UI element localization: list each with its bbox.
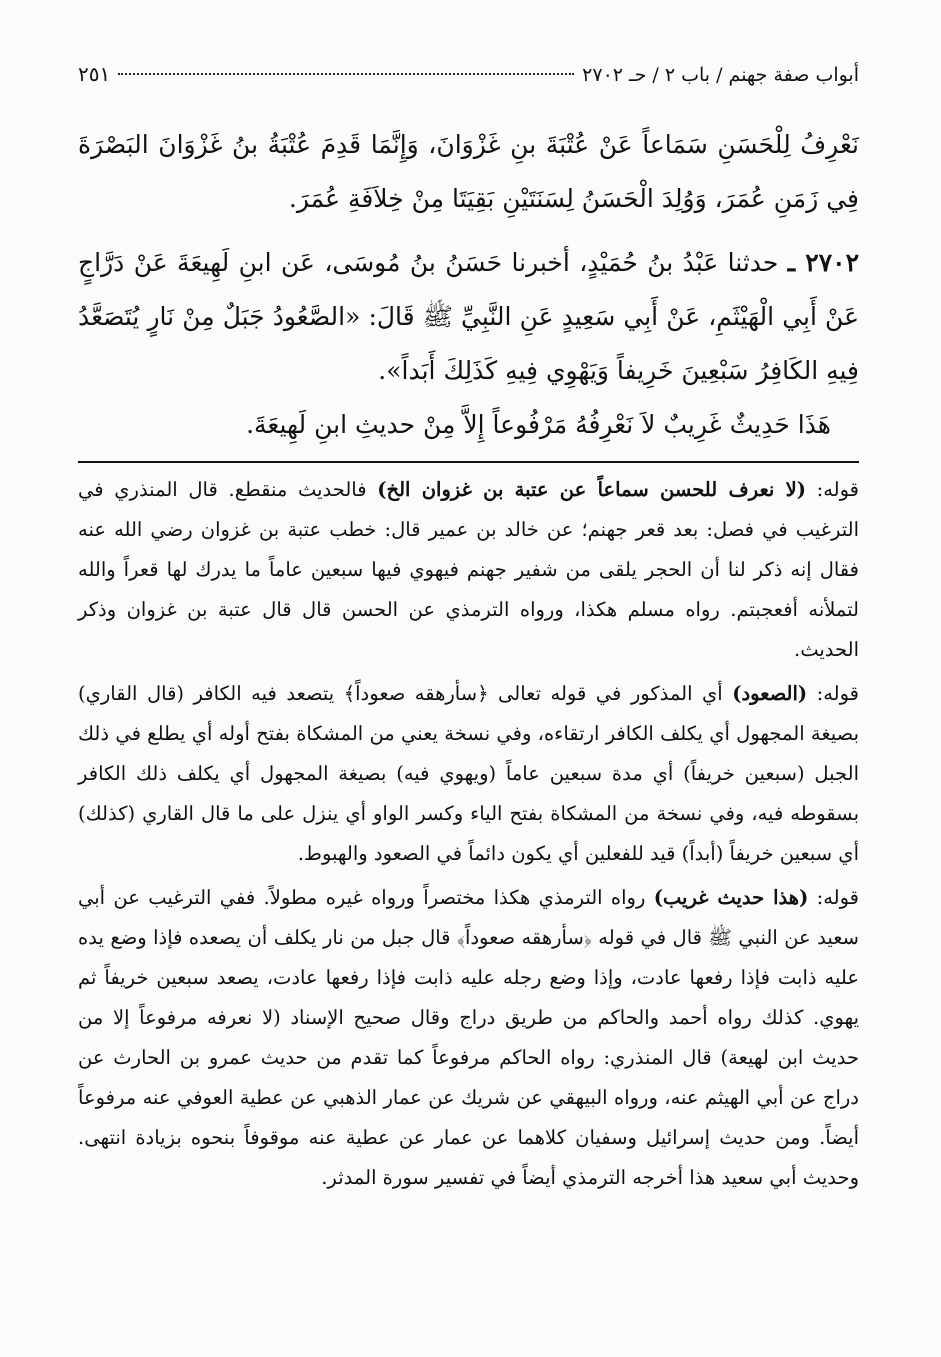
commentary bbox=[78, 470, 859, 1202]
hadith-verdict: هَذَا حَدِيثٌ غَرِيبٌ لاَ نَعْرِفُهُ مَرْفُوعاً إِلاَّ مِنْ حديثِ ابنِ لَهِيعَةَ. bbox=[246, 410, 831, 439]
commentary-paragraph bbox=[78, 878, 859, 1198]
leader-dots bbox=[118, 73, 574, 75]
hadith-text: حدثنا عَبْدُ بنُ حُمَيْدٍ، أخبرنا حَسَنُ بنُ مُوسَى، عَن ابنِ لَهِيعَةَ عَنْ دَرَّاجٍ عَنْ أَبِي الْهَيْثَمِ، عَنْ أَبِي سَعِيدٍ عَنِ النَّبِيِّ ﷺ قَالَ: «الصَّعُودُ جَبَلٌ مِنْ نَارٍ يُتَصَعَّدُ فِيهِ الكَافِرُ سَبْعِينَ خَرِيفاً وَيَهْوِي فِيهِ كَذَلِكَ أَبَداً». bbox=[78, 248, 859, 385]
hadith-paragraph bbox=[78, 236, 859, 398]
main-paragraph: نَعْرِفُ لِلْحَسَنِ سَمَاعاً عَنْ عُتْبَةَ بنِ غَزْوَانَ، وَإِنَّمَا قَدِمَ عُتْبَةُ بنُ غَزْوَانَ البَصْرَةَ فِي زَمَنِ عُمَرَ، وَوُلِدَ الْحَسَنُ لِسَنَتَيْنِ بَقِيَتَا مِنْ خِلاَفَةِ عُمَرَ. bbox=[78, 130, 859, 213]
note-text: رواه الترمذي هكذا مختصراً ورواه غيره مطولاً. ففي الترغيب عن أبي سعيد عن النبي ﷺ قال في قوله ﴿سأرهقه صعوداً﴾ قال جبل من نار يكلف أن يصعده فإذا وضع يده عليه ذابت فإذا رفعها عادت، وإذا وضع رجله عليه ذابت فإذا رفعها عادت، يصعد سبعين خريفاً ثم يهوي. كذلك رواه أحمد والحاكم من طريق دراج وقال صحيح الإسناد (لا نعرفه مرفوعاً إلا من حديث ابن لهيعة) قال المنذري: رواه الحاكم مرفوعاً كما تقدم من حديث عمرو بن الحارث عن دراج عن أبي الهيثم عنه، ورواه البيهقي عن شريك عن عمار الذهبي عن عطية العوفي عنه مرفوعاً أيضاً. ومن حديث إسرائيل وسفيان كلاهما عن عمار عن عطية عنه موقوفاً بنحوه بزيادة انتهى. وحديث أبي سعيد هذا أخرجه الترمذي أيضاً في تفسير سورة المدثر. bbox=[78, 886, 859, 1189]
commentary-paragraph bbox=[78, 470, 859, 670]
note-text: أي المذكور في قوله تعالى ﴿سأرهقه صعوداً﴾ يتصعد فيه الكافر (قال القاري) بصيغة المجهول أي يكلف الكافر ارتقاءه، وفي نسخة يعني من المشكاة بفتح أوله أي يطلع في ذلك الجبل (سبعين خريفاً) أي مدة سبعين عاماً (ويهوي فيه) بصيغة المجهول أي يكلف ذلك الكافر بسقوطه فيه، وفي نسخة من المشكاة بفتح الياء وكسر الواو أي ينزل على ما قال القاري (كذلك) أي سبعين خريفاً (أبداً) قيد للفعلين أي يكون دائماً في الصعود والهبوط. bbox=[78, 682, 859, 865]
footnote-divider bbox=[78, 461, 859, 463]
note-lead: قوله: bbox=[808, 886, 859, 909]
note-quote: (الصعود) bbox=[732, 682, 808, 705]
chapter-heading: أبواب صفة جهنم / باب ٢ / حـ ٢٧٠٢ bbox=[582, 64, 859, 86]
note-lead: قوله: bbox=[805, 478, 859, 501]
main-text bbox=[78, 118, 859, 452]
note-lead: قوله: bbox=[807, 682, 859, 705]
note-quote: (هذا حديث غريب) bbox=[653, 886, 809, 909]
hadith-number: ٢٧٠٢ ـ bbox=[787, 248, 860, 277]
page-number: ٢٥١ bbox=[78, 62, 111, 86]
note-text: فالحديث منقطع. قال المنذري في الترغيب في فصل: بعد قعر جهنم؛ عن خالد بن عمير قال: خطب عتبة بن غزوان رضي الله عنه فقال إنه ذكر لنا أن الحجر يلقى من شفير جهنم فيهوي فيها سبعين عاماً ما يدرك لها قعراً والله لتملأنه أفعجبتم. رواه مسلم هكذا، ورواه الترمذي عن الحسن قال قال عتبة بن غزوان وذكر الحديث. bbox=[78, 478, 859, 661]
note-quote: (لا نعرف للحسن سماعاً عن عتبة بن غزوان الخ) bbox=[377, 478, 806, 501]
running-header bbox=[78, 62, 859, 102]
commentary-paragraph bbox=[78, 674, 859, 874]
